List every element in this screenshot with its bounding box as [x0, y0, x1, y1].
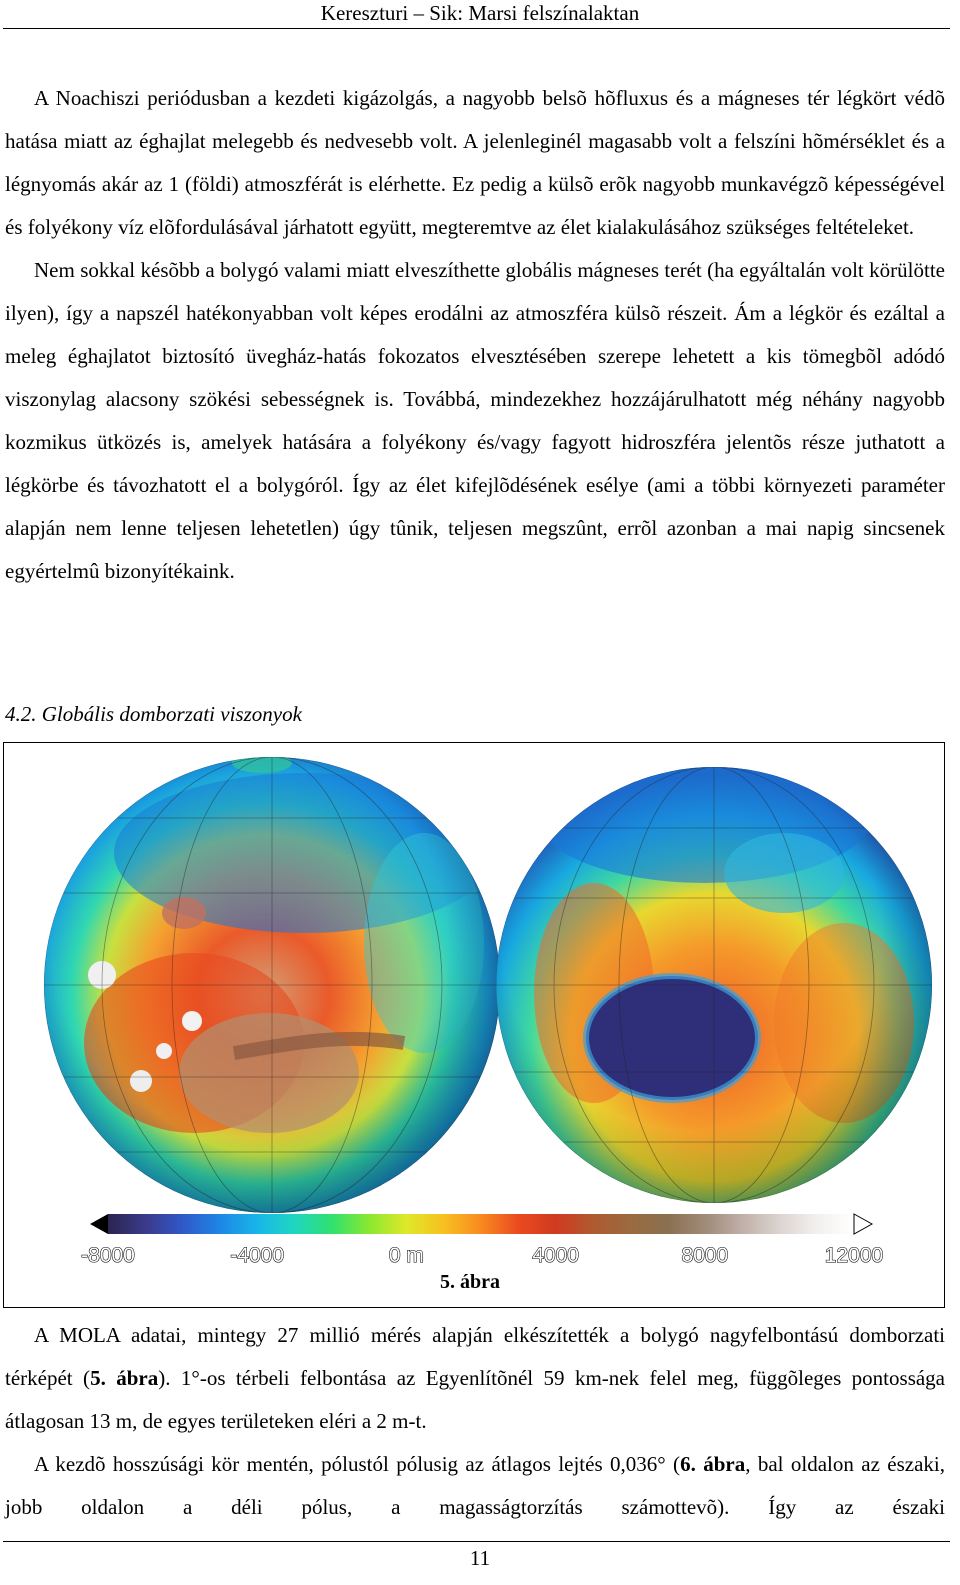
colorbar-right-arrow — [854, 1214, 872, 1234]
figure-mars-topography — [3, 742, 945, 1308]
globe-western-hemisphere — [44, 753, 500, 1213]
body-text-bottom — [5, 1314, 945, 1529]
colorbar-scale — [108, 1214, 854, 1234]
colorbar-tick-label: 8000 — [681, 1244, 729, 1267]
paragraph-4-text-b: , bal oldalon az északi, jobb oldalon a déli pólus, a magasságtorzítás számottevõ). Így az északi — [5, 1452, 946, 1519]
paragraph-3-text-a: A MOLA adatai, mintegy 27 millió mérés alapján elkészítették a bolygó nagyfelbontású domborzati térképét ( — [5, 1323, 945, 1390]
colorbar-tick-label: 0 m — [388, 1244, 424, 1267]
section-heading: 4.2. Globális domborzati viszonyok — [5, 702, 302, 726]
paragraph-4-text-a: A kezdõ hosszúsági kör mentén, pólustól pólusig az átlagos lejtés 0,036° ( — [34, 1452, 681, 1476]
colorbar-left-arrow — [90, 1214, 108, 1234]
figure-ref-6: 6. ábra — [680, 1452, 746, 1476]
paragraph-4 — [5, 1443, 945, 1529]
colorbar-tick-label: -4000 — [230, 1244, 285, 1267]
paragraph-2: Nem sokkal késõbb a bolygó valami miatt elveszíthette globális mágneses terét (ha egyáltalán volt körülötte ilyen), így a napszél hatékonyabban volt képes erodálni az atmoszféra külsõ részeit. Ám a légkör és ezáltal a meleg éghajlatot biztosító üvegház-hatás fokozatos elvesztésében szerepe lehetett a kis tömegbõl adódó viszonylag alacsony szökési sebességnek is. Továbbá, mindezekhez hozzájárulhatott még néhány nagyobb kozmikus ütközés is, amelyek hatására a folyékony és/vagy fagyott hidroszféra jelentõs része juthatott a légkörbe és távozhatott el a bolygóról. Így az élet kifejlõdésének esélye (ami a többi környezeti paraméter alapján nem lenne teljesen lehetetlen) úgy tûnik, teljesen megszûnt, errõl azonban a mai napig sincsenek egyértelmû bizonyítékaink. — [5, 258, 945, 583]
figure-caption: 5. ábra — [440, 1271, 500, 1293]
body-text-top — [5, 77, 945, 593]
elevation-colorbar — [81, 1214, 883, 1267]
page-number: 11 — [469, 1546, 491, 1570]
paragraph-3-text-b: ). 1°-os térbeli felbontása az Egyenlítõnél 59 km-nek felel meg, függõleges pontossága átlagosan 13 m, de egyes területeken eléri a 2 m-t. — [5, 1366, 946, 1433]
colorbar-tick-label: 4000 — [532, 1244, 579, 1267]
figure-ref-5: 5. ábra — [90, 1366, 159, 1390]
header-rule — [3, 28, 950, 29]
colorbar-tick-label: 12000 — [824, 1244, 884, 1267]
paragraph-3 — [5, 1314, 945, 1443]
globe-eastern-hemisphere — [496, 743, 932, 1203]
footer-rule — [3, 1541, 950, 1542]
colorbar-tick-label: -8000 — [81, 1244, 135, 1267]
running-header: Kereszturi – Sik: Marsi felszínalaktan — [320, 1, 640, 25]
figure-graphic — [4, 743, 943, 1306]
paragraph-1: A Noachiszi periódusban a kezdeti kigázolgás, a nagyobb belsõ hõfluxus és a mágneses tér légkört védõ hatása miatt az éghajlat melegebb és nedvesebb volt. A jelenleginél magasabb volt a felszíni hõmérséklet és a légnyomás akár az 1 (földi) atmoszférát is elérhette. Ez pedig a külsõ erõk nagyobb munkavégzõ képességével és folyékony víz elõfordulásával járhatott együtt, megteremtve az élet kialakulásához szükséges feltételeket. — [5, 86, 945, 239]
